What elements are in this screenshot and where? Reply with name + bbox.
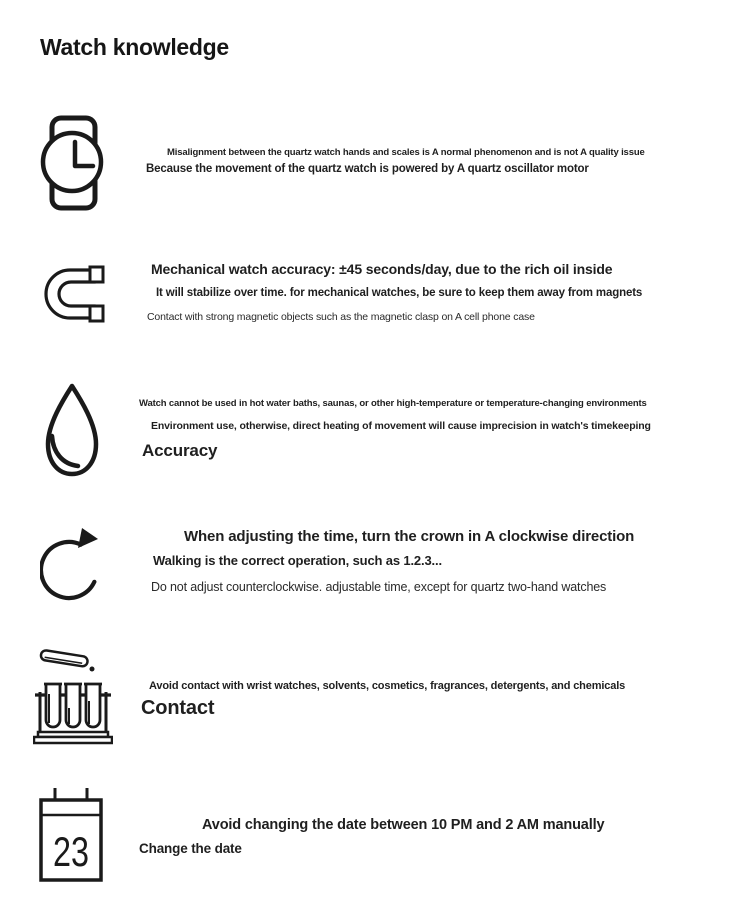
magnet-note-sub: It will stabilize over time. for mechanical watches, be sure to keep them away from magnets: [156, 287, 643, 299]
quartz-note-main: Because the movement of the quartz watch is powered by A quartz oscillator motor: [146, 163, 589, 175]
temperature-note-small: Watch cannot be used in hot water baths, saunas, or other high-temperature or temperature-changing environments: [139, 398, 647, 409]
date-note-sub: Change the date: [139, 841, 242, 856]
crown-note-sub: Walking is the correct operation, such as 1.2.3...: [153, 553, 442, 568]
clockwise-arrow-icon: [40, 526, 102, 606]
water-drop-icon: [38, 380, 106, 480]
calendar-day: 23: [53, 828, 89, 875]
accuracy-heading: Accuracy: [142, 441, 218, 460]
date-note-main: Avoid changing the date between 10 PM and 2 AM manually: [202, 817, 605, 833]
test-tubes-icon: [33, 648, 113, 745]
crown-note-small: Do not adjust counterclockwise. adjustable time, except for quartz two-hand watches: [151, 580, 607, 594]
wristwatch-icon: [38, 112, 108, 214]
magnet-note-small: Contact with strong magnetic objects such as the magnetic clasp on A cell phone case: [147, 311, 535, 323]
crown-note-main: When adjusting the time, turn the crown in A clockwise direction: [184, 528, 635, 545]
magnet-icon: [40, 265, 106, 325]
magnet-note-main: Mechanical watch accuracy: ±45 seconds/day, due to the rich oil inside: [151, 261, 613, 277]
temperature-note-sub: Environment use, otherwise, direct heating of movement will cause imprecision in watch's timekeeping: [151, 420, 651, 432]
chemicals-note: Avoid contact with wrist watches, solvents, cosmetics, fragrances, detergents, and chemicals: [149, 680, 626, 692]
calendar-icon: [38, 786, 106, 884]
quartz-note-small: Misalignment between the quartz watch hands and scales is A normal phenomenon and is not A quality issue: [167, 147, 645, 158]
contact-heading: Contact: [141, 697, 215, 719]
page-title: Watch knowledge: [40, 34, 229, 60]
